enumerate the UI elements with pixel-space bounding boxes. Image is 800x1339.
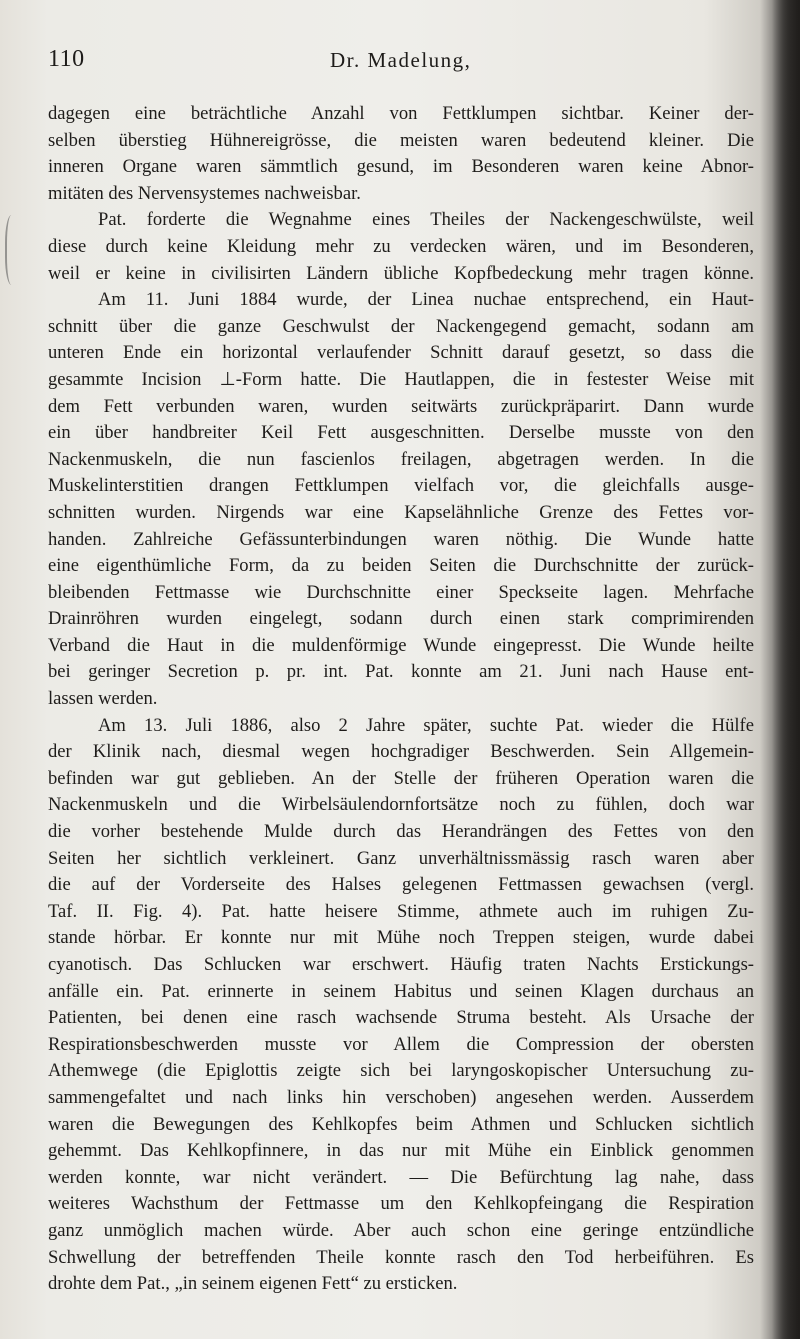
text-line: bei geringer Secretion p. pr. int. Pat. konnte am 21. Juni nach Hause ent- bbox=[48, 661, 754, 683]
margin-bracket-mark bbox=[5, 215, 21, 285]
text-line: sammengefaltet und nach links hin verschoben) angesehen werden. Ausserdem bbox=[48, 1086, 754, 1108]
text-line: dagegen eine beträchtliche Anzahl von Fettklumpen sichtbar. Keiner der- bbox=[48, 103, 754, 124]
text-line: cyanotisch. Das Schlucken war erschwert. Häufig traten Nachts Erstickungs- bbox=[48, 954, 754, 975]
text-line: Muskelinterstitien drangen Fettklumpen vielfach vor, die gleichfalls ausge- bbox=[48, 475, 754, 497]
text-line: weil er keine in civilisirten Ländern übliche Kopfbedeckung mehr tragen könne. bbox=[48, 262, 754, 284]
text-line: mitäten des Nervensystemes nachweisbar. bbox=[48, 182, 361, 204]
running-head: Dr. Madelung, bbox=[330, 48, 472, 72]
text-line: Patienten, bei denen eine rasch wachsende Struma besteht. Als Ursache der bbox=[48, 1007, 754, 1029]
text-line: Nackenmuskeln und die Wirbelsäulendornfortsätze noch zu fühlen, doch war bbox=[48, 794, 754, 816]
text-line: weiteres Wachsthum der Fettmasse um den Kehlkopfeingang die Respiration bbox=[48, 1193, 754, 1215]
text-line: die auf der Vorderseite des Halses gelegenen Fettmassen gewachsen (vergl. bbox=[48, 874, 754, 896]
text-line: Seiten her sichtlich verkleinert. Ganz unverhältnissmässig rasch waren aber bbox=[48, 847, 754, 869]
text-line: Taf. II. Fig. 4). Pat. hatte heisere Stimme, athmete auch im ruhigen Zu- bbox=[48, 900, 754, 922]
text-line: Pat. forderte die Wegnahme eines Theiles der Nackengeschwülste, weil bbox=[98, 209, 754, 231]
text-line: lassen werden. bbox=[48, 688, 158, 710]
text-line: ein über handbreiter Keil Fett ausgeschnitten. Derselbe musste von den bbox=[48, 422, 754, 444]
text-line: eine eigenthümliche Form, da zu beiden Seiten die Durchschnitte der zurück- bbox=[48, 555, 754, 577]
text-line: dem Fett verbunden waren, wurden seitwärts zurückpräparirt. Dann wurde bbox=[48, 395, 754, 417]
text-line: werden konnte, war nicht verändert. — Die Befürchtung lag nahe, dass bbox=[48, 1166, 754, 1188]
text-line: Athemwege (die Epiglottis zeigte sich bei laryngoskopischer Untersuchung zu- bbox=[48, 1060, 754, 1082]
text-line: waren die Bewegungen des Kehlkopfes beim Athmen und Schlucken sichtlich bbox=[48, 1113, 754, 1135]
text-line: Nackenmuskeln, die nun fascienlos freilagen, abgetragen werden. In die bbox=[48, 448, 754, 470]
page-number: 110 bbox=[48, 46, 85, 72]
text-line: gesammte Incision ⊥-Form hatte. Die Hautlappen, die in festester Weise mit bbox=[48, 368, 754, 390]
text-line: stande hörbar. Er konnte nur mit Mühe noch Treppen steigen, wurde dabei bbox=[48, 927, 754, 949]
page-edge-shadow bbox=[772, 0, 800, 1339]
text-line: schnitt über die ganze Geschwulst der Nackengegend gemacht, sodann am bbox=[48, 315, 754, 337]
text-line: ganz unmöglich machen würde. Aber auch schon eine geringe entzündliche bbox=[48, 1219, 754, 1241]
text-line: selben überstieg Hühnereigrösse, die meisten waren bedeutend kleiner. Die bbox=[48, 129, 754, 151]
text-line: Respirationsbeschwerden musste vor Allem die Compression der obersten bbox=[48, 1033, 754, 1055]
text-line: inneren Organe waren sämmtlich gesund, im Besonderen waren keine Abnor- bbox=[48, 156, 754, 178]
text-line: Am 13. Juli 1886, also 2 Jahre später, suchte Pat. wieder die Hülfe bbox=[98, 714, 754, 736]
text-line: Am 11. Juni 1884 wurde, der Linea nuchae entsprechend, ein Haut- bbox=[98, 289, 754, 311]
text-line: die vorher bestehende Mulde durch das Herandrängen des Fettes von den bbox=[48, 821, 754, 843]
text-line: unteren Ende ein horizontal verlaufender Schnitt darauf gesetzt, so dass die bbox=[48, 342, 754, 364]
page-header bbox=[48, 46, 748, 78]
text-line: drohte dem Pat., „in seinem eigenen Fett“ zu ersticken. bbox=[48, 1273, 458, 1295]
text-line: Schwellung der betreffenden Theile konnte rasch den Tod herbeiführen. Es bbox=[48, 1246, 754, 1268]
text-line: befinden war gut geblieben. An der Stelle der früheren Operation waren die bbox=[48, 767, 754, 789]
text-line: der Klinik nach, diesmal wegen hochgradiger Beschwerden. Sein Allgemein- bbox=[48, 741, 754, 763]
text-line: diese durch keine Kleidung mehr zu verdecken wären, und im Besonderen, bbox=[48, 235, 754, 257]
text-line: gehemmt. Das Kehlkopfinnere, in das nur mit Mühe ein Einblick genommen bbox=[48, 1140, 754, 1162]
text-line: bleibenden Fettmasse wie Durchschnitte einer Speckseite lagen. Mehrfache bbox=[48, 581, 754, 603]
body-text bbox=[48, 101, 754, 1298]
text-line: handen. Zahlreiche Gefässunterbindungen waren nöthig. Die Wunde hatte bbox=[48, 528, 754, 550]
text-line: Verband die Haut in die muldenförmige Wunde eingepresst. Die Wunde heilte bbox=[48, 634, 754, 656]
text-line: Drainröhren wurden eingelegt, sodann durch einen stark comprimirenden bbox=[48, 608, 754, 630]
text-line: schnitten wurden. Nirgends war eine Kapselähnliche Grenze des Fettes vor- bbox=[48, 501, 754, 523]
text-line: anfälle ein. Pat. erinnerte in seinem Habitus und seinen Klagen durchaus an bbox=[48, 980, 754, 1002]
